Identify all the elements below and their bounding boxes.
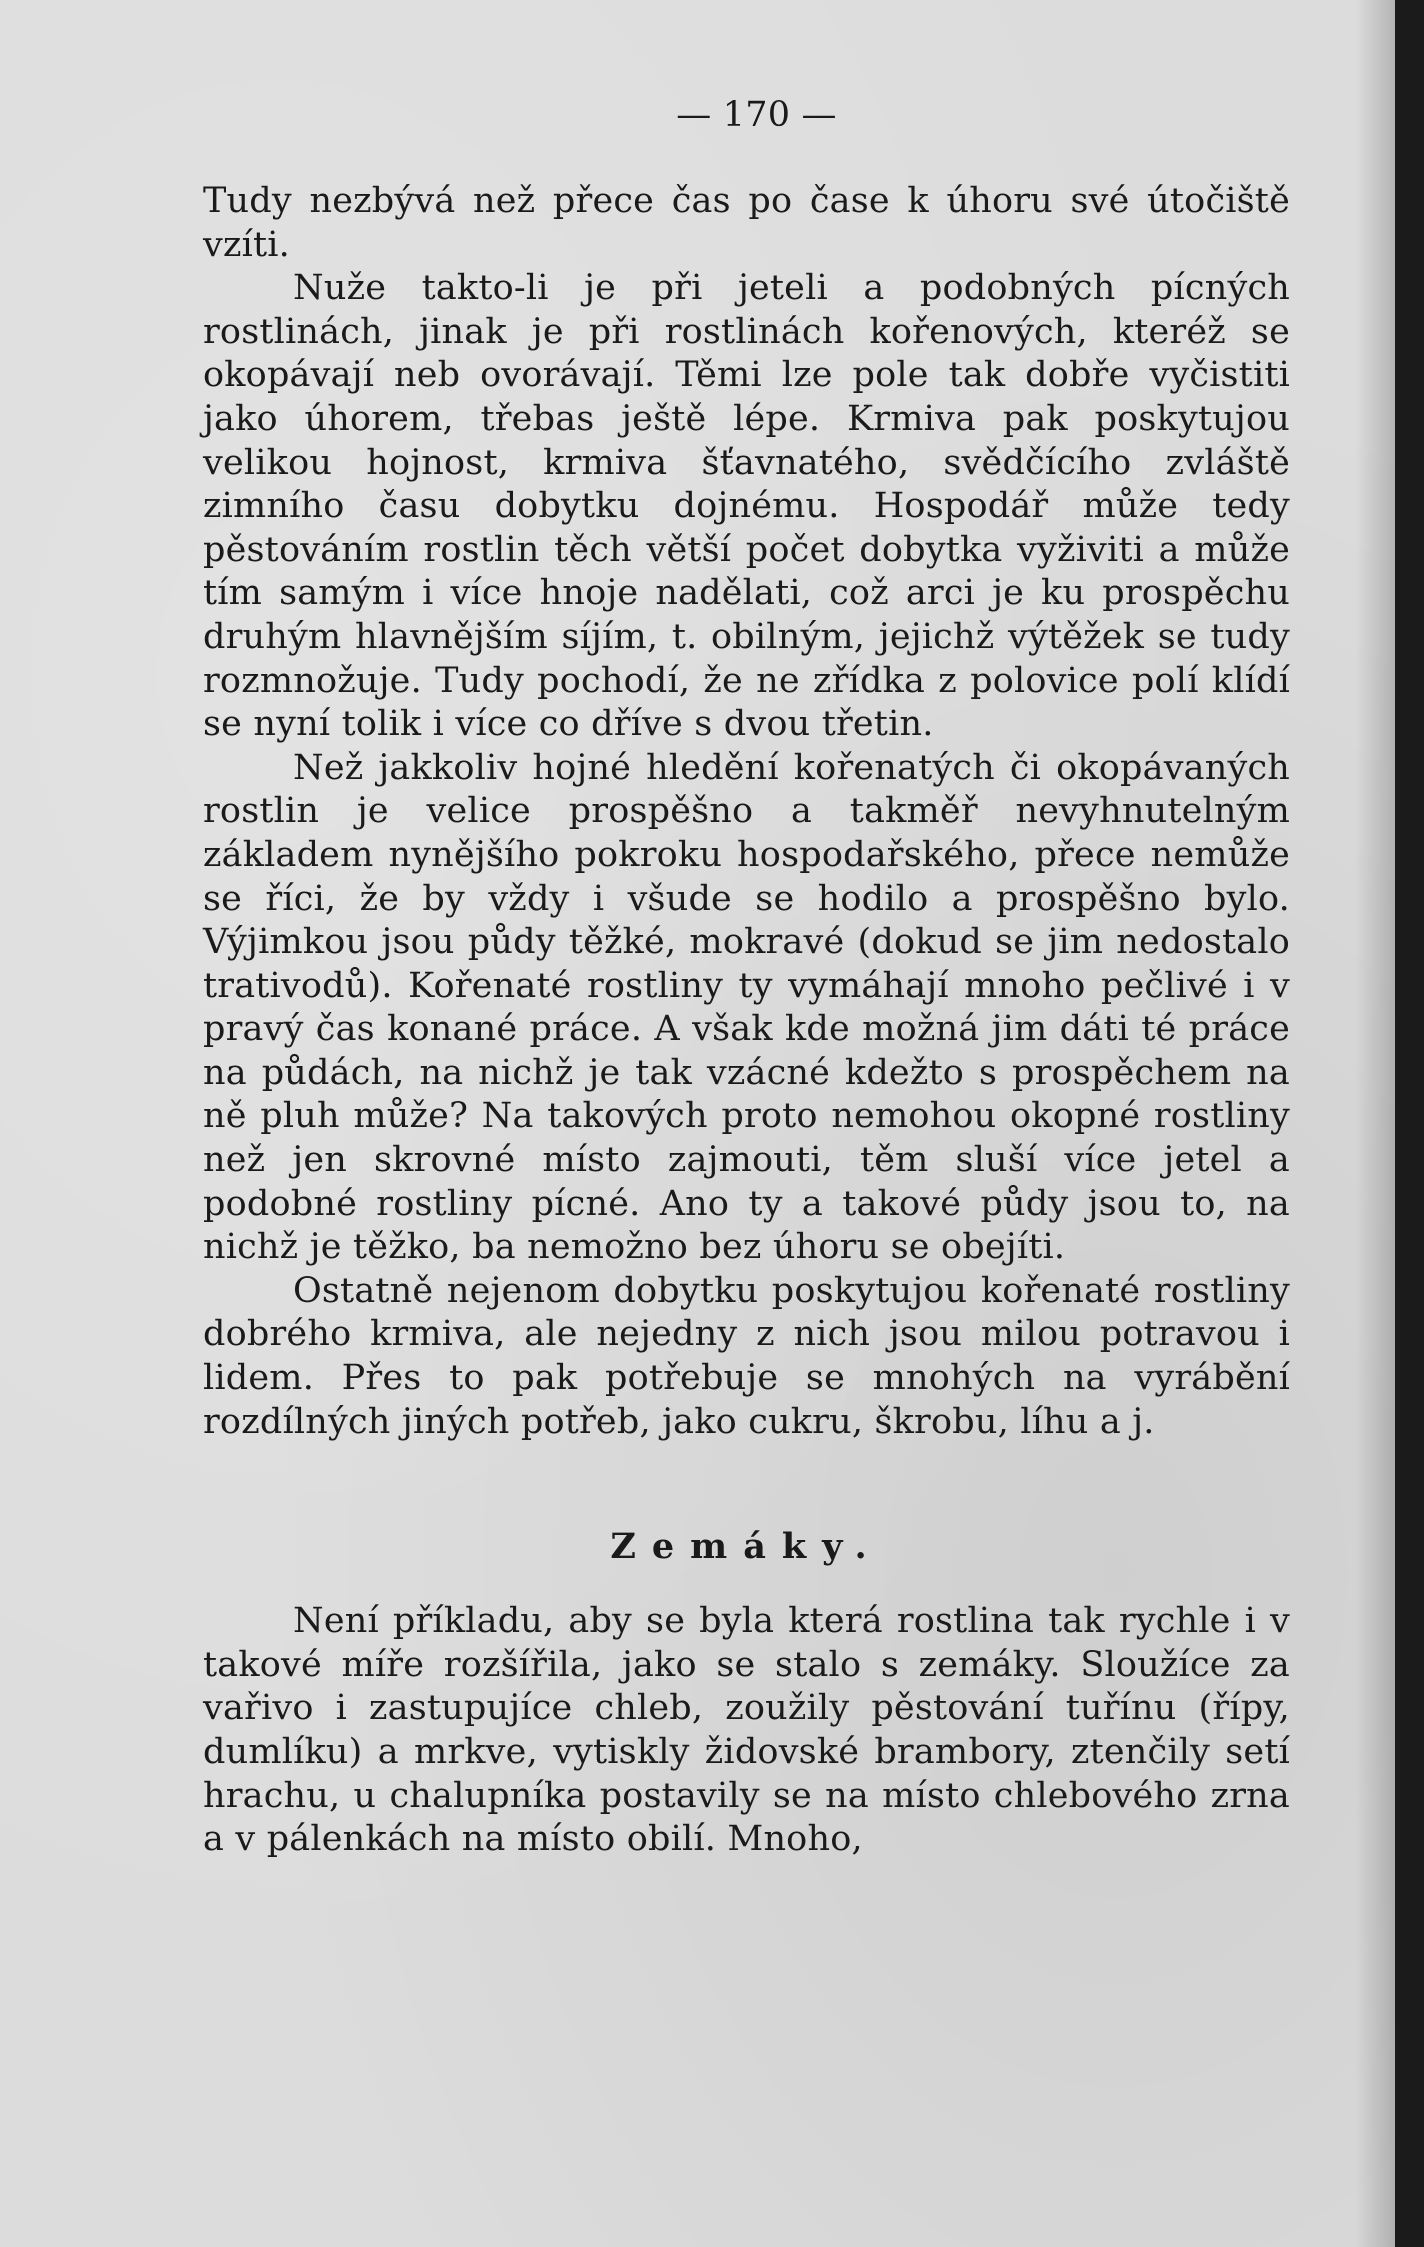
page-edge-shadow (1355, 0, 1395, 2247)
paragraph-1: Tudy nezbývá než přece čas po čase k úhoru své útočiště vzíti. (203, 181, 1290, 265)
page-text-block (203, 90, 1290, 1862)
section-paragraph-1: Není příkladu, aby se byla která rostlina tak rychle i v takové míře rozšířila, jako se stalo s zemáky. Sloužíce za vařivo i zastupujíce chleb, zoužily pěstování tuřínu (řípy, dumlíku) a mrkve, vytiskly židovské brambory, ztenčily setí hrachu, u chalupníka postavily se na místo chlebového zrna a v pálenkách na místo obilí. Mnoho, (203, 1601, 1290, 1860)
paragraph-3: Než jakkoliv hojné hledění kořenatých či okopávaných rostlin je velice prospěšno a takměř nevyhnutelným základem nynějšího pokroku hospodařského, přece nemůže se říci, že by vždy i všude se hodilo a prospěšno bylo. Výjimkou jsou půdy těžké, mokravé (dokud se jim nedostalo trativodů). Kořenaté rostliny ty vymáhají mnoho pečlivé i v pravý čas konané práce. A však kde možná jim dáti té práce na půdách, na nichž je tak vzácné kdežto s prospěchem na ně pluh může? Na takových proto nemohou okopné rostliny než jen skrovné místo zajmouti, těm sluší více jetel a podobné rostliny pícné. Ano ty a takové půdy jsou to, na nichž je těžko, ba nemožno bez úhoru se obejíti. (203, 747, 1290, 1268)
section-heading: Zemáky. (610, 1526, 883, 1568)
page-number: — 170 — (676, 95, 837, 135)
paragraph-2: Nuže takto-li je při jeteli a podobných pícných rostlinách, jinak je při rostlinách kořenových, kteréž se okopávají neb ovorávají. Těmi lze pole tak dobře vyčistiti jako úhorem, třebas ještě lépe. Krmiva pak poskytujou velikou hojnost, krmiva šťavnatého, svědčícího zvláště zimního času dobytku dojnému. Hospodář může tedy pěstováním rostlin těch větší počet dobytka vyživiti a může tím samým i více hnoje nadělati, což arci je ku prospěchu druhým hlavnějším síjím, t. obilným, jejichž výtěžek se tudy rozmnožuje. Tudy pochodí, že ne zřídka z polovice polí klídí se nyní tolik i více co dříve s dvou třetin. (203, 268, 1290, 745)
paragraph-4: Ostatně nejenom dobytku poskytujou kořenaté rostliny dobrého krmiva, ale nejedny z nich jsou milou potravou i lidem. Přes to pak potřebuje se mnohých na vyrábění rozdílných jiných potřeb, jako cukru, škrobu, líhu a j. (203, 1270, 1290, 1442)
